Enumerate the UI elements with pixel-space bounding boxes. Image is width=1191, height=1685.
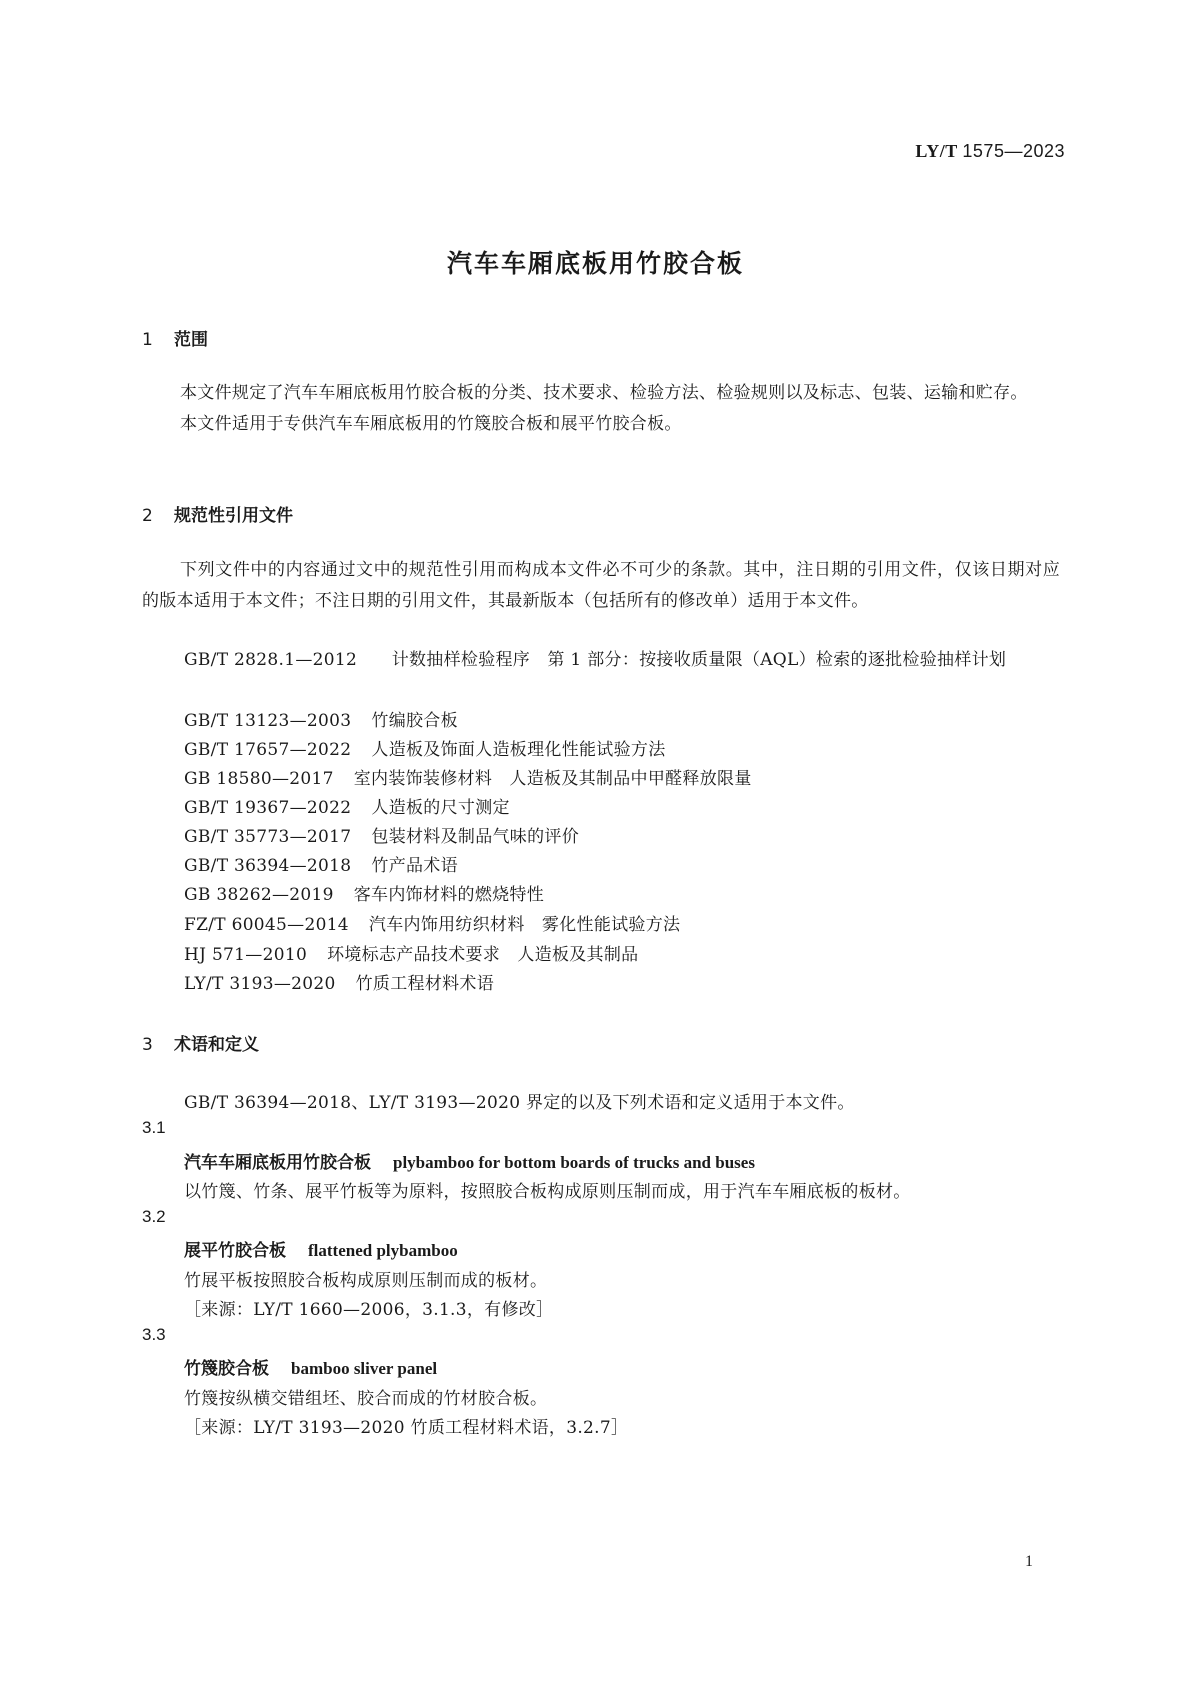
reference-title: 竹质工程材料术语 <box>355 974 495 994</box>
term-number: 3.1 <box>142 1118 166 1137</box>
term-source: ［来源：LY/T 3193—2020 竹质工程材料术语，3.2.7］ <box>184 1418 629 1438</box>
reference-code: FZ/T 60045—2014 <box>184 915 349 935</box>
reference-code: GB/T 2828.1—2012 <box>184 650 358 670</box>
term-en: bamboo sliver panel <box>291 1359 438 1378</box>
term-zh: 展平竹胶合板 <box>184 1241 286 1261</box>
document-title: 汽车车厢底板用竹胶合板 <box>446 249 744 278</box>
reference-code: HJ 571—2010 <box>184 945 308 965</box>
term-zh: 汽车车厢底板用竹胶合板 <box>184 1153 371 1173</box>
term-definition: 竹展平板按照胶合板构成原则压制而成的板材。 <box>184 1271 548 1291</box>
reference-item <box>184 764 752 789</box>
section-title: 术语和定义 <box>174 1035 259 1055</box>
reference-title: 竹编胶合板 <box>371 711 458 731</box>
reference-item <box>184 910 680 935</box>
term-en: flattened plybamboo <box>308 1241 458 1260</box>
reference-title: 包装材料及制品气味的评价 <box>371 827 579 847</box>
reference-title: 汽车内饰用纺织材料 雾化性能试验方法 <box>368 915 681 935</box>
section-number: 2 <box>142 506 153 526</box>
reference-title: 室内装饰装修材料 人造板及其制品中甲醛释放限量 <box>353 769 752 789</box>
reference-title: 人造板的尺寸测定 <box>371 798 510 818</box>
reference-item <box>184 940 638 965</box>
reference-title: 人造板及饰面人造板理化性能试验方法 <box>371 740 666 760</box>
reference-item <box>184 706 458 731</box>
term-heading <box>184 1354 437 1379</box>
reference-item <box>184 880 544 905</box>
reference-title: 竹产品术语 <box>371 856 458 876</box>
term-zh: 竹篾胶合板 <box>184 1359 269 1379</box>
paragraph: 下列文件中的内容通过文中的规范性引用而构成本文件必不可少的条款。其中，注日期的引用文件，仅该日期对应的版本适用于本文件；不注日期的引用文件，其最新版本（包括所有的修改单）适用于本文件。 <box>142 560 1060 611</box>
section-title: 范围 <box>174 330 208 350</box>
section-3-intro: GB/T 36394—2018、LY/T 3193—2020 界定的以及下列术语和定义适用于本文件。 <box>184 1093 855 1113</box>
term-heading <box>184 1148 755 1173</box>
standard-code <box>915 141 1065 162</box>
standard-code-number: 1575—2023 <box>962 141 1065 161</box>
reference-code: GB/T 13123—2003 <box>184 711 352 731</box>
term-number: 3.2 <box>142 1207 166 1226</box>
section-2-intro <box>142 555 1060 617</box>
reference-code: GB/T 17657—2022 <box>184 740 352 760</box>
term-en: plybamboo for bottom boards of trucks and buses <box>393 1153 755 1172</box>
reference-code: GB/T 36394—2018 <box>184 856 352 876</box>
page-number: 1 <box>1025 1553 1033 1570</box>
reference-item <box>184 735 666 760</box>
reference-code: LY/T 3193—2020 <box>184 974 336 994</box>
section-2-heading <box>142 501 293 526</box>
reference-code: GB/T 19367—2022 <box>184 798 352 818</box>
reference-title: 计数抽样检验程序 第 1 部分：按接收质量限（AQL）检索的逐批检验抽样计划 <box>391 650 1007 670</box>
reference-item <box>184 793 510 818</box>
reference-code: GB 18580—2017 <box>184 769 334 789</box>
reference-code: GB/T 35773—2017 <box>184 827 352 847</box>
reference-item <box>184 969 494 994</box>
reference-item <box>184 851 458 876</box>
term-definition: 竹篾按纵横交错组坯、胶合而成的竹材胶合板。 <box>184 1389 548 1409</box>
section-1-heading <box>142 325 208 350</box>
reference-title: 环境标志产品技术要求 人造板及其制品 <box>327 945 639 965</box>
paragraph: 本文件规定了汽车车厢底板用竹胶合板的分类、技术要求、检验方法、检验规则以及标志、包装、运输和贮存。 <box>180 383 1028 403</box>
section-title: 规范性引用文件 <box>174 506 293 526</box>
paragraph: 本文件适用于专供汽车车厢底板用的竹篾胶合板和展平竹胶合板。 <box>180 414 682 434</box>
term-source: ［来源：LY/T 1660—2006，3.1.3，有修改］ <box>184 1300 554 1320</box>
term-definition: 以竹篾、竹条、展平竹板等为原料，按照胶合板构成原则压制而成，用于汽车车厢底板的板材。 <box>184 1182 911 1202</box>
section-number: 1 <box>142 330 153 350</box>
section-1-body <box>142 378 1060 440</box>
standard-code-prefix: LY/T <box>915 141 958 161</box>
reference-item <box>184 822 579 847</box>
term-heading <box>184 1236 458 1261</box>
reference-code: GB 38262—2019 <box>184 885 334 905</box>
section-3-heading <box>142 1030 259 1055</box>
reference-item <box>142 645 1060 676</box>
term-number: 3.3 <box>142 1325 166 1344</box>
reference-title: 客车内饰材料的燃烧特性 <box>353 885 545 905</box>
section-number: 3 <box>142 1035 153 1055</box>
